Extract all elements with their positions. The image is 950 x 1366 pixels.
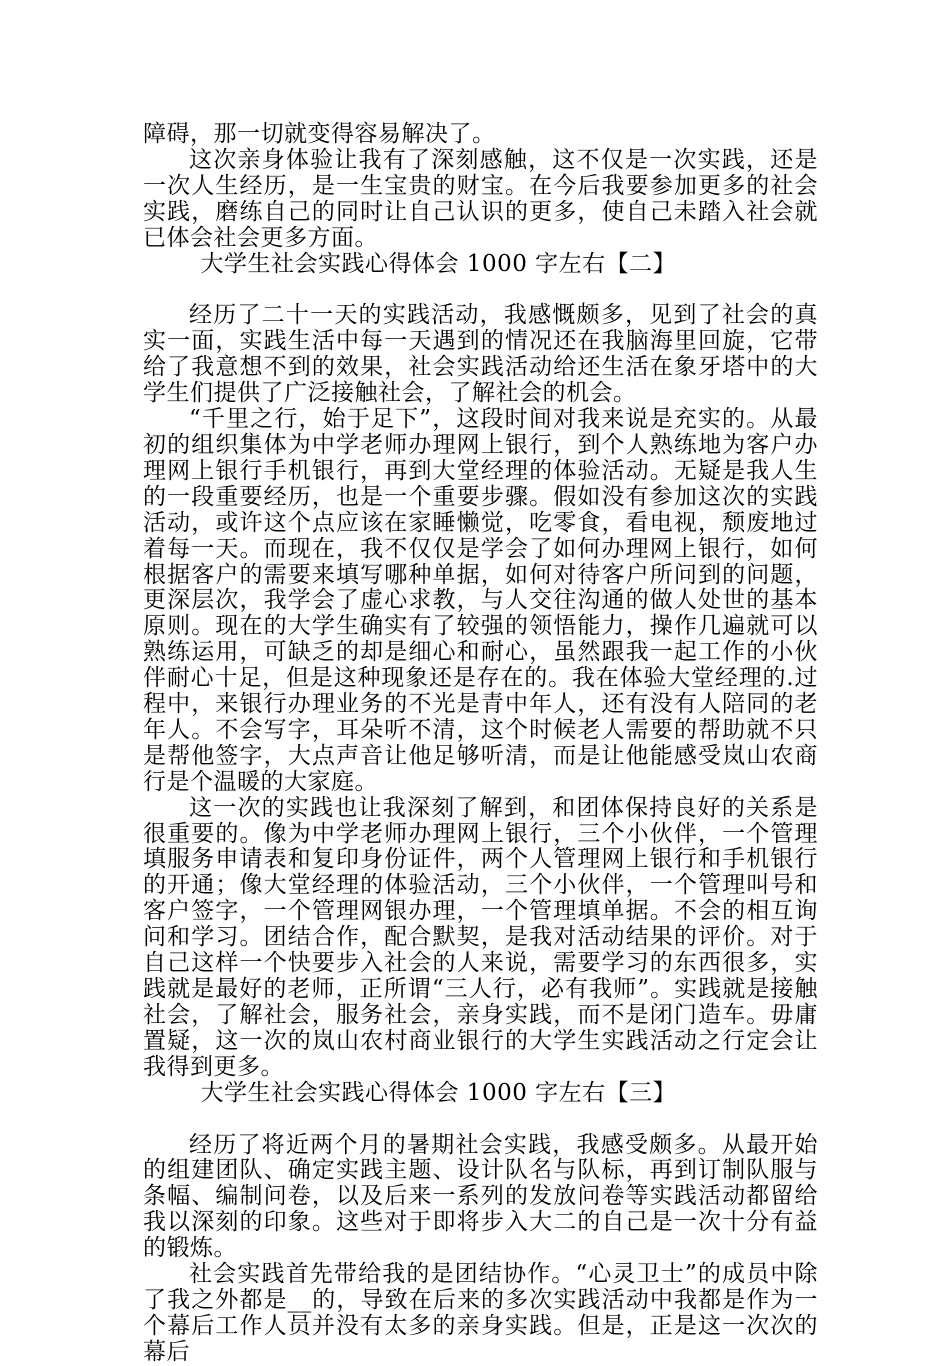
paragraph: “千里之行，始于足下”，这段时间对我来说是充实的。从最初的组织集体为中学老师办理网上银行，到个人熟练地为客户办理网上银行手机银行，再到大堂经理的体验活动。无疑是我人生的一段重要经历，也是一个重要步骤。假如没有参加这次的实践活动，或许这个点应该在家睡懒觉，吃零食，看电视，颓废地过着每一天。而现在，我不仅仅是学会了如何办理网上银行，如何根据客户的需要来填写哪种单据，如何对待客户所问到的问题，更深层次，我学会了虚心求教，与人交往沟通的做人处世的基本原则。现在的大学生确实有了较强的领悟能力，操作几遍就可以熟练运用，可缺乏的却是细心和耐心，虽然跟我一起工作的小伙伴耐心十足，但是这种现象还是存在的。我在体验大堂经理的.过程中，来银行办理业务的不光是青中年人，还有没有人陪同的老年人。不会写字，耳朵听不清，这个时候老人需要的帮助就不只是帮他签字，大点声音让他足够听清，而是让他能感受岚山农商行是个温暖的大家庭。: [143, 406, 818, 795]
document-body: [143, 122, 818, 1366]
section-heading: 大学生社会实践心得体会 1000 字左右【三】: [200, 1079, 677, 1106]
blank-line: [143, 277, 818, 303]
blank-line: [143, 1107, 818, 1133]
paragraph: 社会实践首先带给我的是团结协作。“心灵卫士”的成员中除了我之外都是__的，导致在后来的多次实践活动中我都是作为一个幕后工作人员并没有太多的亲身实践。但是，正是这一次次的幕后: [143, 1261, 818, 1365]
paragraph: 经历了将近两个月的暑期社会实践，我感受颇多。从最开始的组建团队、确定实践主题、设计队名与队标，再到订制队服与条幅、编制问卷，以及后来一系列的发放问卷等实践活动都留给我以深刻的印象。这些对于即将步入大二的自己是一次十分有益的锻炼。: [143, 1131, 818, 1262]
paragraph: 这次亲身体验让我有了深刻感触，这不仅是一次实践，还是一次人生经历，是一生宝贵的财宝。在今后我要参加更多的社会实践，磨练自己的同时让自己认识的更多，使自己未踏入社会就已体会社会更多方面。: [143, 146, 818, 251]
paragraph: 这一次的实践也让我深刻了解到，和团体保持良好的关系是很重要的。像为中学老师办理网上银行，三个小伙伴，一个管理填服务申请表和复印身份证件，两个人管理网上银行和手机银行的开通；像大堂经理的体验活动，三个小伙伴，一个管理叫号和客户签字，一个管理网银办理，一个管理填单据。不会的相互询问和学习。团结合作，配合默契，是我对活动结果的评价。对于自己这样一个快要步入社会的人来说，需要学习的东西很多，实践就是最好的老师，正所谓“三人行，必有我师”。实践就是接触社会，了解社会，服务社会，亲身实践，而不是闭门造车。毋庸置疑，这一次的岚山农村商业银行的大学生实践活动之行定会让我得到更多。: [143, 794, 818, 1080]
paragraph: 经历了二十一天的实践活动，我感慨颇多，见到了社会的真实一面，实践生活中每一天遇到的情况还在我脑海里回旋，它带给了我意想不到的效果，社会实践活动给还生活在象牙塔中的大学生们提供了广泛接触社会，了解社会的机会。: [143, 302, 818, 407]
paragraph: 障碍，那一切就变得容易解决了。: [143, 121, 496, 147]
section-heading: 大学生社会实践心得体会 1000 字左右【二】: [200, 250, 677, 277]
